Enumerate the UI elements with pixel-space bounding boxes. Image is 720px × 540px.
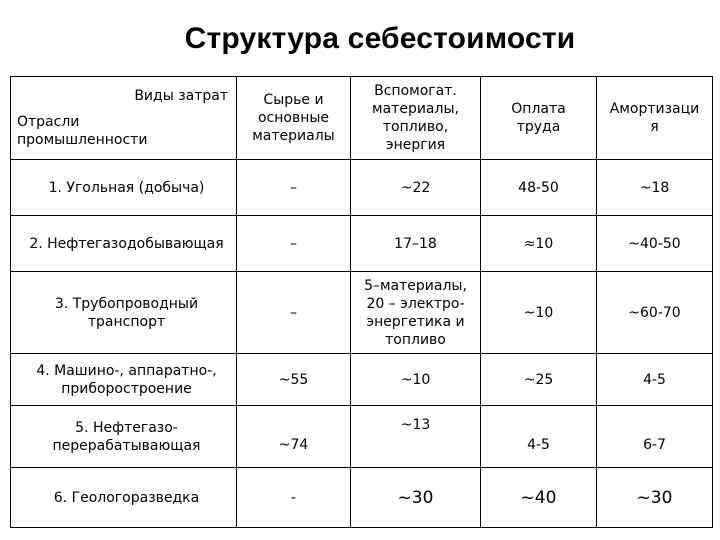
- table-cell: 48-50: [481, 160, 597, 216]
- table-cell: [351, 406, 481, 468]
- row-label: 2. Нефтегазодобывающая: [11, 216, 237, 272]
- column-header: Вспомогат. материалы, топливо, энергия: [351, 77, 481, 160]
- table-cell: ~22: [351, 160, 481, 216]
- table-header-row: [11, 77, 713, 160]
- table-cell-value: 6-7: [643, 436, 666, 453]
- table-cell: 17–18: [351, 216, 481, 272]
- column-header: Амортизаци я: [597, 77, 713, 160]
- table-row: [11, 468, 713, 528]
- row-label: 1. Угольная (добыча): [11, 160, 237, 216]
- cost-structure-table: [10, 76, 713, 528]
- row-label: 4. Машино-, аппаратно-, приборостроение: [11, 354, 237, 406]
- table-cell: –: [237, 272, 351, 354]
- row-label: 3. Трубопроводный транспорт: [11, 272, 237, 354]
- table-row: [11, 160, 713, 216]
- table-cell: ~55: [237, 354, 351, 406]
- table-row: [11, 354, 713, 406]
- table-cell: [481, 406, 597, 468]
- table-cell-value: 4-5: [527, 436, 550, 453]
- row-label: 5. Нефтегазо- перерабатывающая: [11, 406, 237, 468]
- table-cell: [237, 406, 351, 468]
- table-cell: ~10: [351, 354, 481, 406]
- table-cell: –: [237, 160, 351, 216]
- table-cell: [597, 406, 713, 468]
- table-cell: ~18: [597, 160, 713, 216]
- corner-header-cell: [11, 77, 237, 160]
- corner-bottom-label: Отрасли промышленности: [17, 114, 148, 148]
- table-cell-value: ~74: [278, 436, 309, 453]
- table-cell: –: [237, 216, 351, 272]
- table-cell: -: [237, 468, 351, 528]
- table-cell: ~40-50: [597, 216, 713, 272]
- column-header: Оплата труда: [481, 77, 597, 160]
- table-cell: ~60-70: [597, 272, 713, 354]
- table-row: [11, 272, 713, 354]
- column-header: Сырье и основные материалы: [237, 77, 351, 160]
- table-row: [11, 216, 713, 272]
- table-cell: ~10: [481, 272, 597, 354]
- table-cell: ≈10: [481, 216, 597, 272]
- table-cell: 5–материалы, 20 – электро- энергетика и топливо: [351, 272, 481, 354]
- table-row: [11, 406, 713, 468]
- corner-top-label: Виды затрат: [134, 88, 228, 104]
- table-cell-value: ~13: [400, 416, 431, 433]
- row-label: 6. Геологоразведка: [11, 468, 237, 528]
- table-cell: 4-5: [597, 354, 713, 406]
- table-cell: ~40: [481, 468, 597, 528]
- page-title: Структура себестоимости: [184, 22, 576, 55]
- table-cell: ~30: [597, 468, 713, 528]
- table-cell: ~30: [351, 468, 481, 528]
- table-cell: ~25: [481, 354, 597, 406]
